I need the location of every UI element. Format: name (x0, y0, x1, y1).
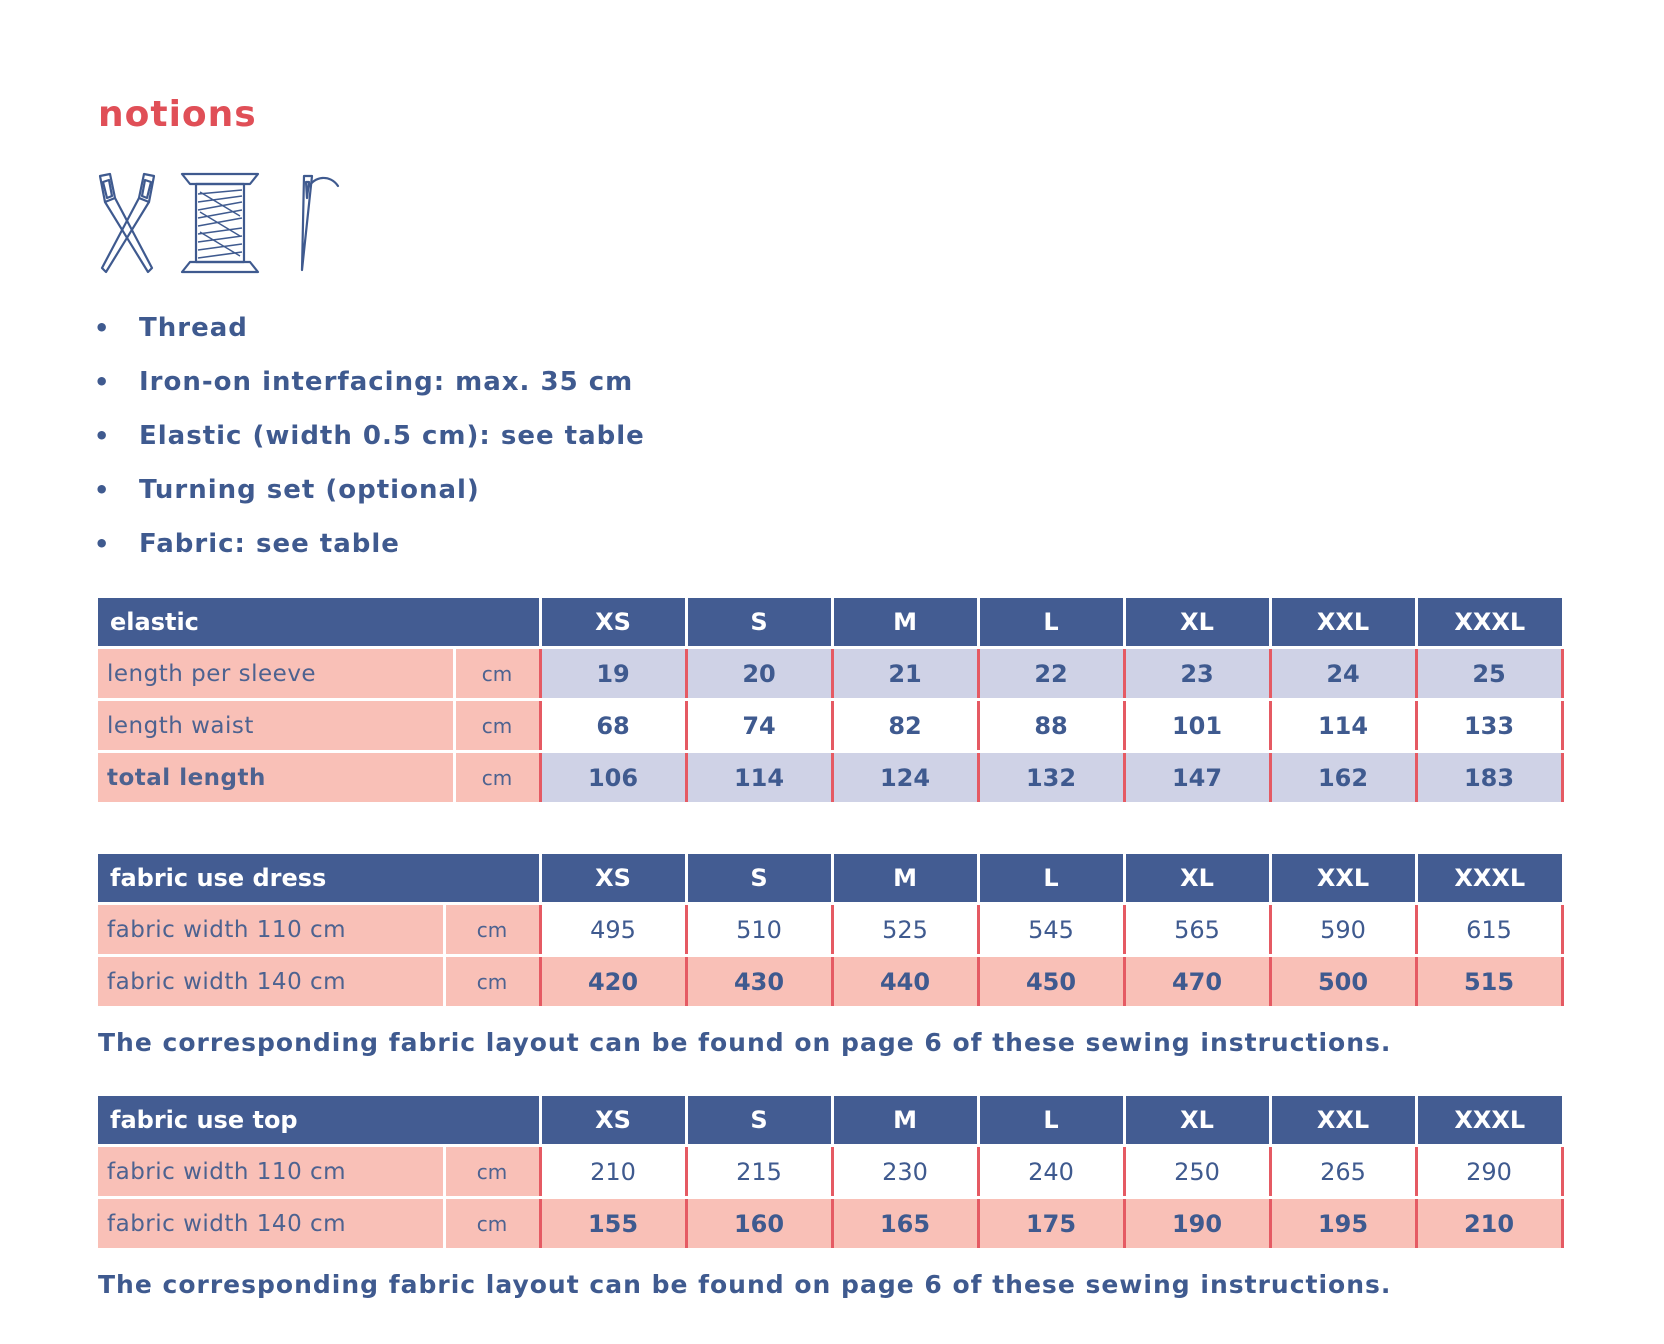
table-cell: 440 (832, 956, 978, 1008)
fabric-layout-note: The corresponding fabric layout can be found on page 6 of these sewing instructions. (98, 1028, 1392, 1057)
table-title: elastic (98, 598, 540, 648)
table-cell: 24 (1270, 648, 1416, 700)
size-header: XXXL (1416, 1096, 1562, 1146)
size-header: XL (1124, 854, 1270, 904)
table-cell: 210 (1416, 1198, 1562, 1250)
size-header: S (686, 598, 832, 648)
table-cell: 565 (1124, 904, 1270, 956)
row-unit: cm (454, 752, 540, 804)
table-cell: 470 (1124, 956, 1270, 1008)
table-cell: 132 (978, 752, 1124, 804)
row-label: length per sleeve (98, 648, 454, 700)
table-cell: 215 (686, 1146, 832, 1198)
table-row (98, 700, 1562, 752)
table-cell: 165 (832, 1198, 978, 1250)
table-cell: 114 (1270, 700, 1416, 752)
table-cell: 195 (1270, 1198, 1416, 1250)
row-label: fabric width 110 cm (98, 1146, 444, 1198)
row-unit: cm (454, 700, 540, 752)
table-title: fabric use dress (98, 854, 540, 904)
row-unit: cm (444, 956, 540, 1008)
row-label: fabric width 140 cm (98, 956, 444, 1008)
fabric-use-top-table (98, 1096, 1564, 1251)
table-cell: 147 (1124, 752, 1270, 804)
list-item: • Fabric: see table (94, 526, 645, 580)
size-header: M (832, 1096, 978, 1146)
table-cell: 114 (686, 752, 832, 804)
size-header: S (686, 854, 832, 904)
size-header: XL (1124, 598, 1270, 648)
table-cell: 515 (1416, 956, 1562, 1008)
size-header: XXL (1270, 1096, 1416, 1146)
row-label: fabric width 110 cm (98, 904, 444, 956)
row-unit: cm (444, 1198, 540, 1250)
table-cell: 22 (978, 648, 1124, 700)
notions-list (94, 310, 645, 580)
table-cell: 500 (1270, 956, 1416, 1008)
table-cell: 510 (686, 904, 832, 956)
table-cell: 106 (540, 752, 686, 804)
table-cell: 420 (540, 956, 686, 1008)
size-header: M (832, 854, 978, 904)
table-cell: 430 (686, 956, 832, 1008)
table-row (98, 1146, 1562, 1198)
row-unit: cm (454, 648, 540, 700)
table-cell: 25 (1416, 648, 1562, 700)
list-item: • Turning set (optional) (94, 472, 645, 526)
row-unit: cm (444, 904, 540, 956)
size-header: L (978, 1096, 1124, 1146)
table-cell: 250 (1124, 1146, 1270, 1198)
list-item: • Elastic (width 0.5 cm): see table (94, 418, 645, 472)
size-header: XS (540, 854, 686, 904)
scissors-icon (94, 172, 160, 274)
row-label: length waist (98, 700, 454, 752)
table-cell: 545 (978, 904, 1124, 956)
list-item: • Iron-on interfacing: max. 35 cm (94, 364, 645, 418)
table-cell: 21 (832, 648, 978, 700)
table-cell: 20 (686, 648, 832, 700)
size-header: L (978, 854, 1124, 904)
table-cell: 450 (978, 956, 1124, 1008)
table-cell: 265 (1270, 1146, 1416, 1198)
table-cell: 133 (1416, 700, 1562, 752)
table-cell: 230 (832, 1146, 978, 1198)
size-header: XL (1124, 1096, 1270, 1146)
table-title: fabric use top (98, 1096, 540, 1146)
table-cell: 240 (978, 1146, 1124, 1198)
table-cell: 23 (1124, 648, 1270, 700)
size-header: XXXL (1416, 598, 1562, 648)
table-cell: 124 (832, 752, 978, 804)
size-header: XXL (1270, 598, 1416, 648)
table-cell: 88 (978, 700, 1124, 752)
table-cell: 525 (832, 904, 978, 956)
table-cell: 290 (1416, 1146, 1562, 1198)
table-cell: 155 (540, 1198, 686, 1250)
page-title: notions (98, 94, 257, 135)
fabric-layout-note: The corresponding fabric layout can be found on page 6 of these sewing instructions. (98, 1270, 1392, 1299)
row-label: total length (98, 752, 454, 804)
table-row (98, 904, 1562, 956)
size-header: XS (540, 598, 686, 648)
size-header: S (686, 1096, 832, 1146)
row-unit: cm (444, 1146, 540, 1198)
needle-icon (290, 172, 342, 274)
elastic-table (98, 598, 1564, 805)
size-header: XXL (1270, 854, 1416, 904)
table-cell: 19 (540, 648, 686, 700)
list-item: • Thread (94, 310, 645, 364)
size-header: M (832, 598, 978, 648)
table-cell: 495 (540, 904, 686, 956)
thread-spool-icon (180, 172, 260, 274)
fabric-use-dress-table (98, 854, 1564, 1009)
table-cell: 101 (1124, 700, 1270, 752)
table-row (98, 752, 1562, 804)
table-cell: 68 (540, 700, 686, 752)
table-cell: 175 (978, 1198, 1124, 1250)
table-row (98, 956, 1562, 1008)
table-cell: 162 (1270, 752, 1416, 804)
size-header: XS (540, 1096, 686, 1146)
table-cell: 210 (540, 1146, 686, 1198)
row-label: fabric width 140 cm (98, 1198, 444, 1250)
table-cell: 190 (1124, 1198, 1270, 1250)
table-row (98, 1198, 1562, 1250)
table-cell: 615 (1416, 904, 1562, 956)
table-cell: 183 (1416, 752, 1562, 804)
table-cell: 160 (686, 1198, 832, 1250)
table-cell: 82 (832, 700, 978, 752)
size-header: L (978, 598, 1124, 648)
table-cell: 590 (1270, 904, 1416, 956)
size-header: XXXL (1416, 854, 1562, 904)
table-cell: 74 (686, 700, 832, 752)
table-row (98, 648, 1562, 700)
